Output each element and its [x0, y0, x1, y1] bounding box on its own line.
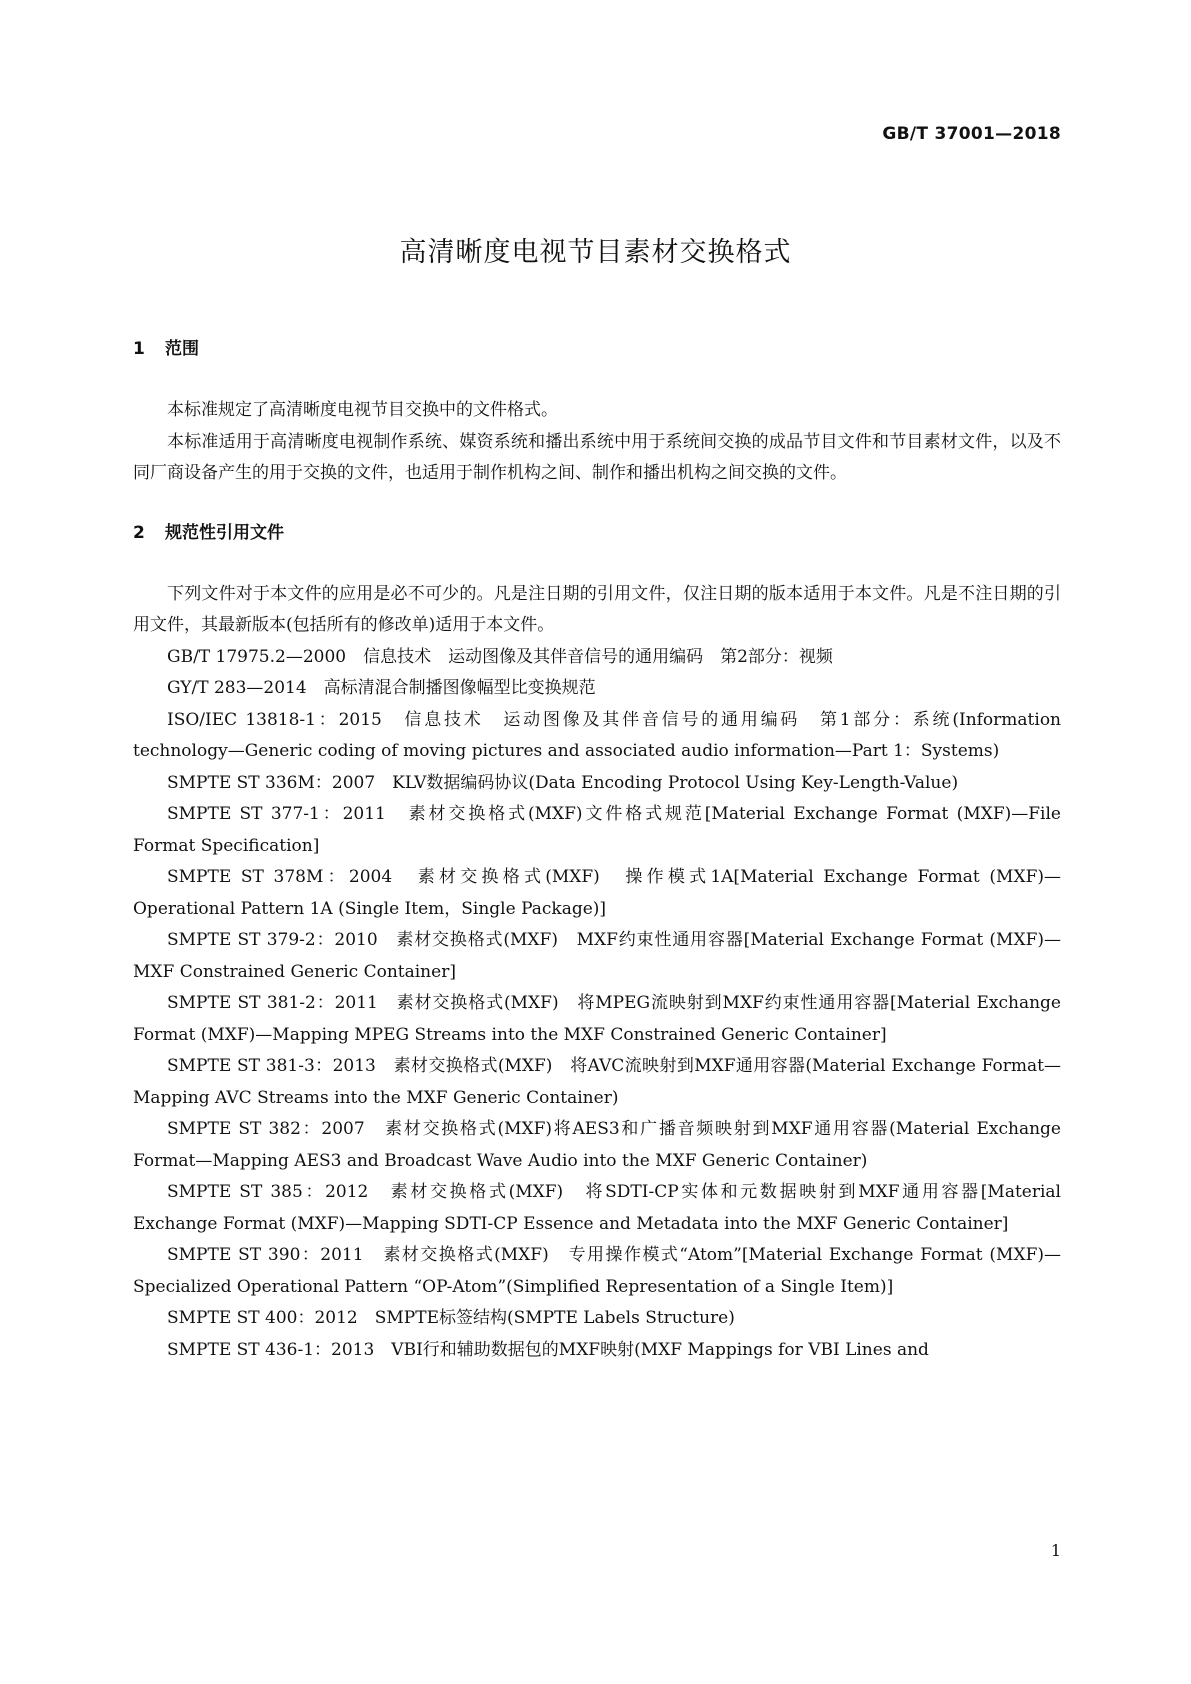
standard-code: GB/T 37001—2018 — [882, 124, 1061, 144]
reference-entry: SMPTE ST 377-1：2011 素材交换格式(MXF)文件格式规范[Material Exchange Format (MXF)—File Format Specification] — [133, 804, 1061, 856]
reference-entry: SMPTE ST 390：2011 素材交换格式(MXF) 专用操作模式“Atom”[Material Exchange Format (MXF)—Specialized Operational Pattern “OP-Atom”(Simplified Representation of a Single Item)] — [133, 1245, 1061, 1297]
section-number: 2 — [133, 522, 145, 543]
reference-entry: SMPTE ST 400：2012 SMPTE标签结构(SMPTE Labels Structure) — [167, 1308, 735, 1328]
reference-entry: ISO/IEC 13818-1：2015 信息技术 运动图像及其伴音信号的通用编码 第1部分：系统(Information technology—Generic coding of moving pictures and associated audio information—Part 1：Systems) — [133, 709, 1061, 761]
section-heading-scope — [133, 334, 1061, 365]
scope-paragraph: 本标准适用于高清晰度电视制作系统、媒资系统和播出系统中用于系统间交换的成品节目文件和节目素材文件，以及不同厂商设备产生的用于交换的文件，也适用于制作机构之间、制作和播出机构之间交换的文件。 — [133, 431, 1061, 483]
section-title: 范围 — [165, 339, 199, 359]
reference-entry: SMPTE ST 382：2007 素材交换格式(MXF)将AES3和广播音频映射到MXF通用容器(Material Exchange Format—Mapping AES3 and Broadcast Wave Audio into the MXF Generic Container) — [133, 1119, 1061, 1171]
reference-entry: SMPTE ST 379-2：2010 素材交换格式(MXF) MXF约束性通用容器[Material Exchange Format (MXF)—MXF Constrained Generic Container] — [133, 930, 1061, 982]
scope-paragraph: 本标准规定了高清晰度电视节目交换中的文件格式。 — [167, 400, 558, 420]
page-number: 1 — [1050, 1541, 1061, 1560]
reference-entry: SMPTE ST 385：2012 素材交换格式(MXF) 将SDTI-CP实体和元数据映射到MXF通用容器[Material Exchange Format (MXF)—Mapping SDTI-CP Essence and Metadata into the MXF Generic Container] — [133, 1182, 1061, 1234]
reference-entry: SMPTE ST 381-2：2011 素材交换格式(MXF) 将MPEG流映射到MXF约束性通用容器[Material Exchange Format (MXF)—Mapping MPEG Streams into the MXF Constrained Generic Container] — [133, 993, 1061, 1045]
section-heading-normative-references — [133, 518, 1061, 549]
document-title: 高清晰度电视节目素材交换格式 — [399, 237, 792, 268]
section-title: 规范性引用文件 — [165, 522, 284, 543]
reference-entry: SMPTE ST 436-1：2013 VBI行和辅助数据包的MXF映射(MXF Mappings for VBI Lines and — [167, 1339, 929, 1360]
references-intro: 下列文件对于本文件的应用是必不可少的。凡是注日期的引用文件，仅注日期的版本适用于本文件。凡是不注日期的引用文件，其最新版本(包括所有的修改单)适用于本文件。 — [133, 583, 1061, 635]
reference-entry: GB/T 17975.2—2000 信息技术 运动图像及其伴音信号的通用编码 第2部分：视频 — [167, 646, 833, 667]
reference-entry: SMPTE ST 378M：2004 素材交换格式(MXF) 操作模式1A[Material Exchange Format (MXF)—Operational Pattern 1A (Single Item，Single Package)] — [133, 867, 1061, 919]
reference-entry: GY/T 283—2014 高标清混合制播图像幅型比变换规范 — [167, 678, 596, 698]
reference-entry: SMPTE ST 336M：2007 KLV数据编码协议(Data Encoding Protocol Using Key-Length-Value) — [167, 772, 959, 793]
section-number: 1 — [133, 339, 145, 359]
document-body — [133, 334, 1061, 1366]
reference-entry: SMPTE ST 381-3：2013 素材交换格式(MXF) 将AVC流映射到MXF通用容器(Material Exchange Format—Mapping AVC Streams into the MXF Generic Container) — [133, 1056, 1061, 1108]
